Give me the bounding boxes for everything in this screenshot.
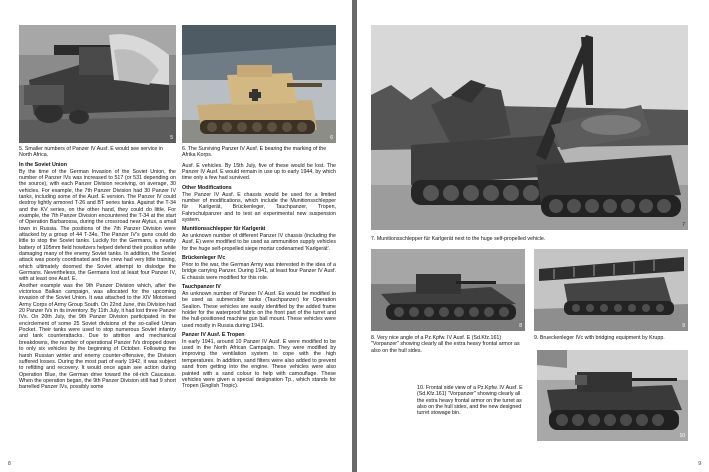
heading-soviet-union: In the Soviet Union <box>19 161 67 168</box>
heading-brueckenleger: Brückenleger IVc <box>182 255 226 262</box>
heading-tauchpanzer: Tauchpanzer IV <box>182 284 221 291</box>
caption-10: 10. Frontal side view of a Pz.Kpfw. IV Ausf. E (Sd.Kfz.161) "Vorpanzer" showing clearly all the extra heavy frontal armor on the turret as also on the hull sides, and the new designed turret stowage bin. <box>417 385 523 417</box>
photo-6-afrika-korps-tank <box>182 25 336 143</box>
photo-6-number: 6 <box>330 135 333 141</box>
photo-8-number: 8 <box>519 323 522 329</box>
paragraph: The Panzer IV Ausf. E chassis would be used for a limited number of modifications, which include the Munitionsschlepper für Karlgerät, Brückenleger, Tauchpanzer, Tropen, Fahrschulpanzer and to test an experimental new suspension system. <box>182 191 336 223</box>
paragraph: An unknown number of Panzer IV Ausf. Es would be modified to be used as submersible tanks (Tauchpanzer) for Operation Sealion. These vehicles are easily identified by the added frame holder for the waterproof fabric on the front part of the turret and the hull-positioned machine gun ball mount. These vehicles were used mostly in Russia during 1941. <box>182 290 336 329</box>
left-column-2 <box>182 146 336 390</box>
left-page <box>0 0 352 472</box>
paragraph: An unknown number of different Panzer IV chassis (including the Ausf. E) were modified to be used as ammunition supply vehicles for the huge self-propelled siege mortar codenamed 'Karlgerät'. <box>182 233 336 252</box>
right-page <box>357 0 709 472</box>
paragraph: Prior to the war, the German Army was interested in the idea of a bridge carrying Panzer. During 1941, at least four Panzer IV Ausf. E chassis were modified for this role. <box>182 262 336 281</box>
caption-9: 9. Brueckenleger IVc with bridging equipment by Krupp. <box>534 335 665 341</box>
photo-9-brueckenleger <box>534 249 688 331</box>
caption-6: 6. The Surviving Panzer IV Ausf. E bearing the marking of the Afrika Korps. <box>182 146 327 159</box>
photo-8-vorpanzer <box>371 249 525 331</box>
photo-10-number: 10 <box>679 433 685 439</box>
photo-10-vorpanzer-side <box>537 350 688 441</box>
caption-5: 5. Smaller numbers of Panzer IV Ausf. E would see service in North Africa. <box>19 146 163 159</box>
photo-7-number: 7 <box>682 222 685 228</box>
paragraph: Ausf. E vehicles. By 15th July, five of these would be lost. The Panzer IV Ausf. E would remain in use up to early 1944, by which time only a few had survived. <box>182 162 336 182</box>
photo-9-number: 9 <box>682 323 685 329</box>
page-number-right: 9 <box>698 461 701 467</box>
heading-other-modifications: Other Modifications <box>182 184 232 191</box>
photo-5-panzer-destroyed <box>19 25 176 143</box>
paragraph: In early 1941, around 10 Panzer IV Ausf. E were modified to be used in the North African Campaign. They were modified by improving the ventilation system to cope with the high temperatures. In addition, sand filters were also added to prevent sand from getting into the engine. These vehicles were also painted with a sand colour to help with camouflage. These vehicles were given a special designation Tp., which stands for Tropen (English Tropic). <box>182 338 336 390</box>
paragraph: By the time of the German Invasion of the Soviet Union, the number of Panzer IVs was increased to 517 (or 531 depending on the source), with each Panzer Division receiving, on average, 30 vehicles. For example, the 7th Panzer Division had 30 Panzer IV tanks, including some of the Ausf. E version. The Panzer IV could destroy lightly armored T-26 and BT series tanks. Against the T-34 and the KV series, on the other hand, they could do little. For example, the 7th Panzer Division encountered the T-34 at the start of Operation Barbarossa, during the crossroad near Alytus, a small town in Russia. The positions of the 7th Panzer Division were attacked by a group of 44 T-34s. The Panzer IV's guns could do little to stop the Soviet tanks. Luckily for the Germans, a nearby battery of 105mm field howitzers helped defend their position while damaging many of the enemy Soviet tanks. In addition, the Soviet attack was poorly coordinated and the crew had very little training, which ultimately doomed the Soviet attempt to dislodge the Germans. Nevertheless, the Germans lost at least four Panzer IV, with at least one Ausf. E. <box>19 168 176 283</box>
caption-7: 7. Munitionsschlepper für Karlgerät next to the huge self-propelled vehicle. <box>371 236 546 242</box>
heading-munitionsschlepper: Munitionsschlepper für Karlgerät <box>182 226 266 233</box>
left-column-1 <box>19 146 176 391</box>
heading-tropen: Panzer IV Ausf. E Tropen <box>182 331 245 338</box>
photo-5-number: 5 <box>170 135 173 141</box>
paragraph: Another example was the 9th Panzer Division which, after the victorious Balkan campaign, was allocated for the upcoming invasion of the Soviet Union. It was attached to the XIV Motorised Army Corps of Army Group South. On 22nd June, this Division had 20 Panzer IVs in its inventory. By 11th July, it had lost three Panzer IVs. On 20th July, the 9th Panzer Division participated in the encirclement of some 25 Soviet divisions of the so-called Uman Pocket. Their tanks were used to stop numerous Soviet infantry and tank counterattacks. Due to attrition and mechanical breakdowns, the number of operational Panzer IVs dropped down to only six vehicles by the beginning of October. Following the harsh Russian winter and enemy counter-offensive, the Division suffered losses. During the most part of early 1942, it was subject to refitting and recovery. It would once again see action during Operation Blue, the German drive toward the oil-rich Caucasus. When the operation began, the 9th Panzer Division still had 9 short barrelled Panzer IVs, possibly some <box>19 282 176 391</box>
caption-8: 8. Very nice angle of a Pz.Kpfw. IV Ausf. E (Sd.Kfz.161) "Vorpanzer" showing clearly all the extra heavy frontal armor as also on the hull sides. <box>371 335 520 354</box>
page-number-left: 8 <box>8 461 11 467</box>
photo-7-munitionsschlepper <box>371 25 688 230</box>
